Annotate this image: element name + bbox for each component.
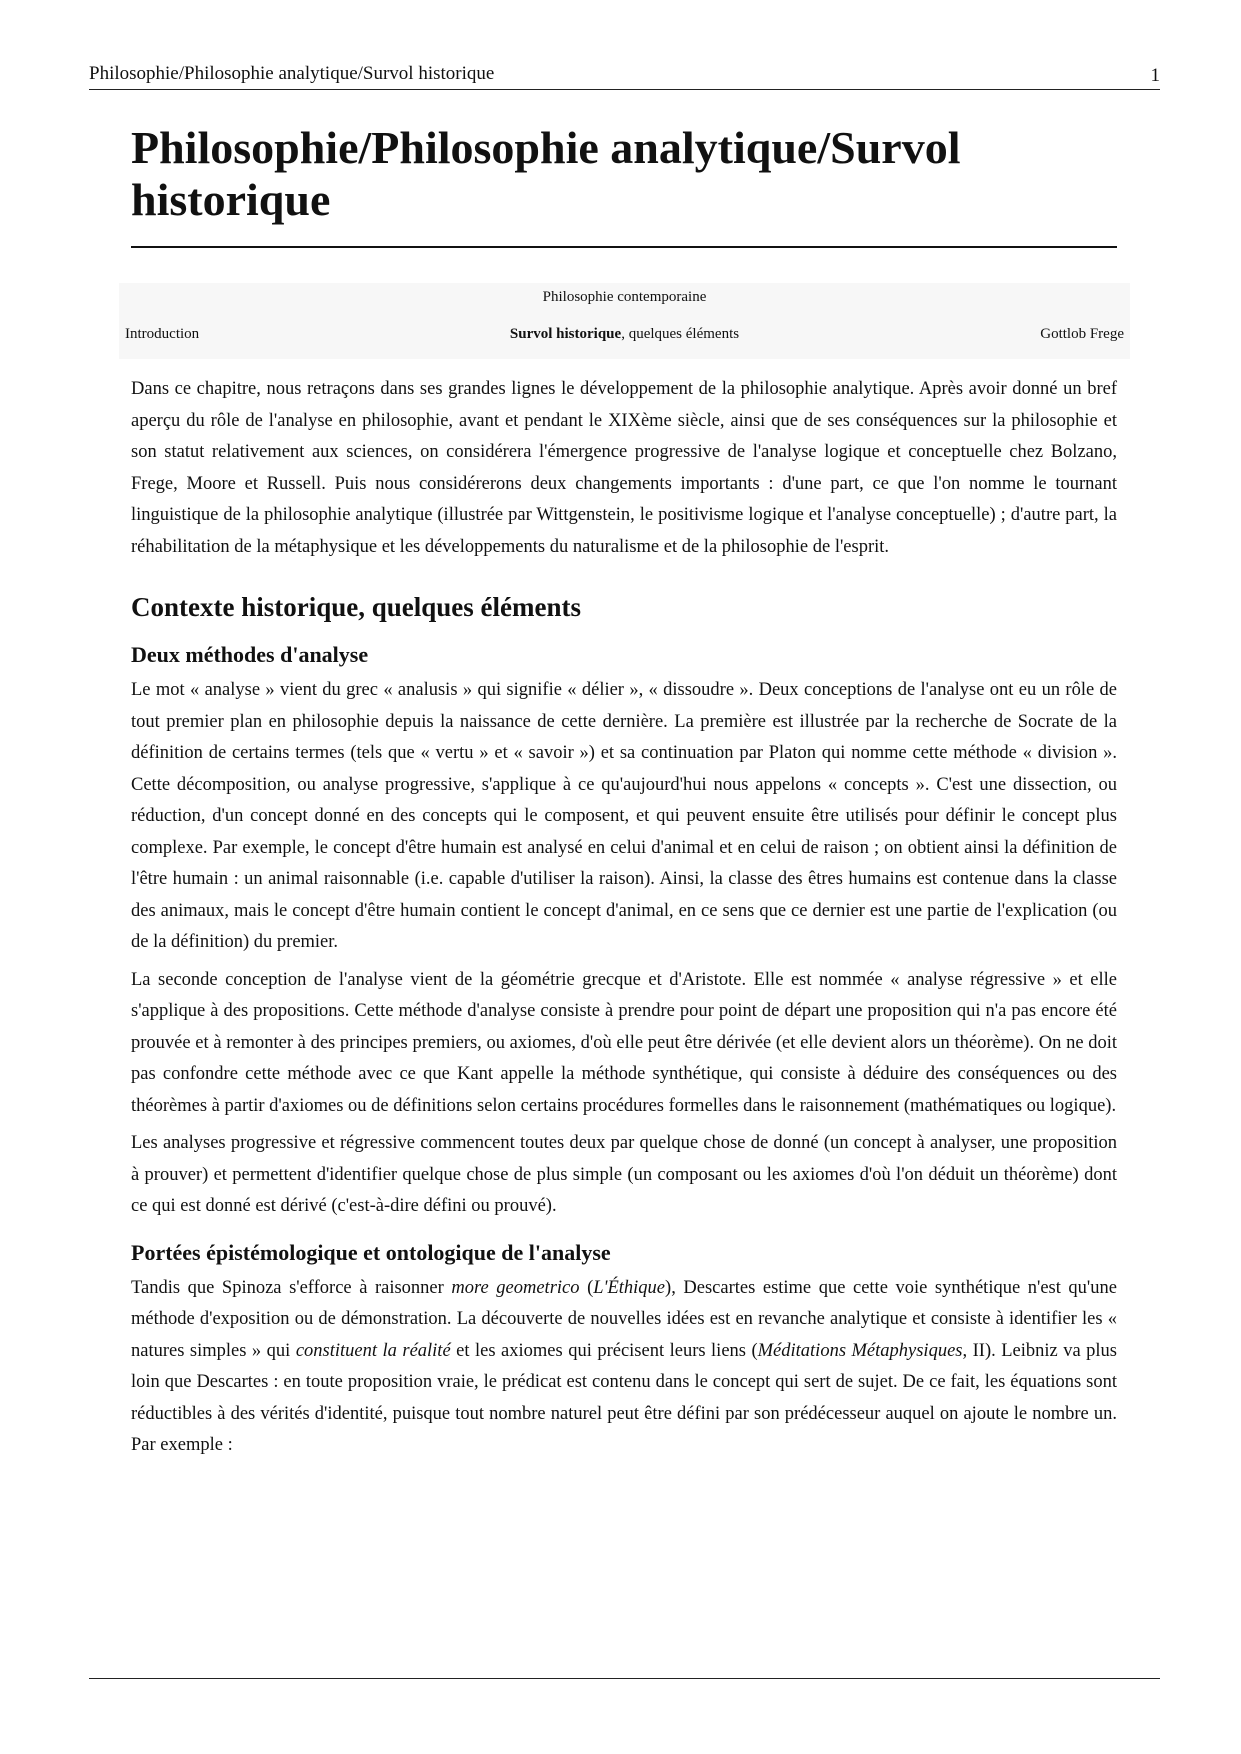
paragraph	[131, 1273, 1117, 1462]
nav-current-rest: , quelques éléments	[621, 326, 740, 342]
page-title: Philosophie/Philosophie analytique/Survol historique	[131, 122, 1117, 248]
text-run: et les axiomes qui précisent leurs liens (	[450, 1340, 758, 1361]
nav-current-bold: Survol historique	[509, 326, 622, 342]
nav-previous-link[interactable]: Introduction	[125, 326, 200, 342]
nav-book-title[interactable]: Philosophie contemporaine	[542, 289, 707, 305]
paragraph: Le mot « analyse » vient du grec « analusis » qui signifie « délier », « dissoudre ». Deux conceptions de l'analyse ont eu un rôle de tout premier plan en philosophie depuis la naissance de cette dernière. La première est illustrée par la recherche de Socrate de la définition de certains termes (tels que « vertu » et « savoir ») et sa continuation par Platon qui nomme cette méthode « division ». Cette décomposition, ou analyse progressive, s'applique à ce qu'aujourd'hui nous appelons « concepts ». C'est une dissection, ou réduction, d'un concept donné en des concepts qui le composent, et qui peuvent ensuite être utilisés pour définir le concept plus complexe. Par exemple, le concept d'être humain est analysé en celui d'animal et en celui de raison ; on obtient ainsi la définition de l'être humain : un animal raisonnable (i.e. capable d'utiliser la raison). Ainsi, la classe des êtres humains est contenue dans la classe des animaux, mais le concept d'être humain contient le concept d'animal, en ce sens que ce dernier est une partie de l'explication (ou de la définition) du premier.	[131, 680, 1117, 952]
nav-current-chapter	[119, 326, 1130, 343]
running-header	[89, 61, 1160, 90]
article-body	[131, 374, 1117, 1468]
text-run: Tandis que Spinoza s'efforce à raisonner	[131, 1277, 452, 1298]
paragraph: La seconde conception de l'analyse vient de la géométrie grecque et d'Aristote. Elle est nommée « analyse régressive » et elle s'applique à des propositions. Cette méthode d'analyse consiste à prendre pour point de départ une proposition qui n'a pas encore été prouvée et à remonter à des principes premiers, ou axiomes, d'où elle peut être dérivée (et elle devient alors un théorème). On ne doit pas confondre cette méthode avec ce que Kant appelle la méthode synthétique, qui consiste à déduire des conséquences ou des théorèmes à partir d'axiomes ou de définitions selon certains procédures formelles dans le raisonnement (mathématiques ou logique).	[131, 969, 1117, 1116]
section-heading-contexte: Contexte historique, quelques éléments	[131, 592, 581, 622]
paragraph: Les analyses progressive et régressive commencent toutes deux par quelque chose de donné (un concept à analyser, une proposition à prouver) et permettent d'identifier quelque chose de plus simple (un composant ou les axiomes d'où l'on déduit un théorème) dont ce qui est donné est dérivé (c'est-à-dire défini ou prouvé).	[131, 1133, 1117, 1216]
text-run: (	[579, 1277, 594, 1298]
italic-run[interactable]: Méditations Métaphysiques	[757, 1340, 963, 1361]
italic-run: more geometrico	[451, 1277, 580, 1298]
text-run: , II). Leibniz va plus loin que Descartes : en toute proposition vraie, le prédicat est contenu dans le concept qui sert de sujet. De ce fait, les équations sont réductibles à des vérités d'identité, puisque tout nombre naturel peut être défini par son prédécesseur auquel on ajoute le nombre un. Par exemple :	[131, 1340, 1118, 1455]
intro-paragraph: Dans ce chapitre, nous retraçons dans ses grandes lignes le développement de la philosophie analytique. Après avoir donné un bref aperçu du rôle de l'analyse en philosophie, avant et pendant le XIXème siècle, ainsi que de ses conséquences sur la philosophie et son statut relativement aux sciences, on considérera l'émergence progressive de l'analyse logique et conceptuelle chez Bolzano, Frege, Moore et Russell. Puis nous considérerons deux changements importants : d'une part, ce que l'on nomme le tournant linguistique de la philosophie analytique (illustrée par Wittgenstein, le positivisme logique et l'analyse conceptuelle) ; d'autre part, la réhabilitation de la métaphysique et les développements du naturalisme et de la philosophie de l'esprit.	[131, 379, 1117, 557]
subsection-heading-methodes: Deux méthodes d'analyse	[131, 642, 369, 667]
italic-run[interactable]: L'Éthique	[593, 1277, 666, 1298]
text-run: ), Descartes estime que cette voie synthétique n'est qu'une méthode d'exposition ou de démonstration. La découverte de nouvelles idées est en revanche analytique et consiste à identifier les « natures simples » qui	[131, 1277, 1117, 1361]
subsection-heading-portees: Portées épistémologique et ontologique de l'analyse	[131, 1239, 611, 1265]
italic-run: constituent la réalité	[295, 1340, 451, 1361]
running-header-title: Philosophie/Philosophie analytique/Survol historique	[89, 63, 495, 84]
nav-next-link[interactable]: Gottlob Frege	[1040, 326, 1124, 342]
page-number: 1	[1150, 65, 1160, 86]
chapter-navigation	[119, 283, 1130, 359]
footer-rule	[89, 1678, 1160, 1679]
